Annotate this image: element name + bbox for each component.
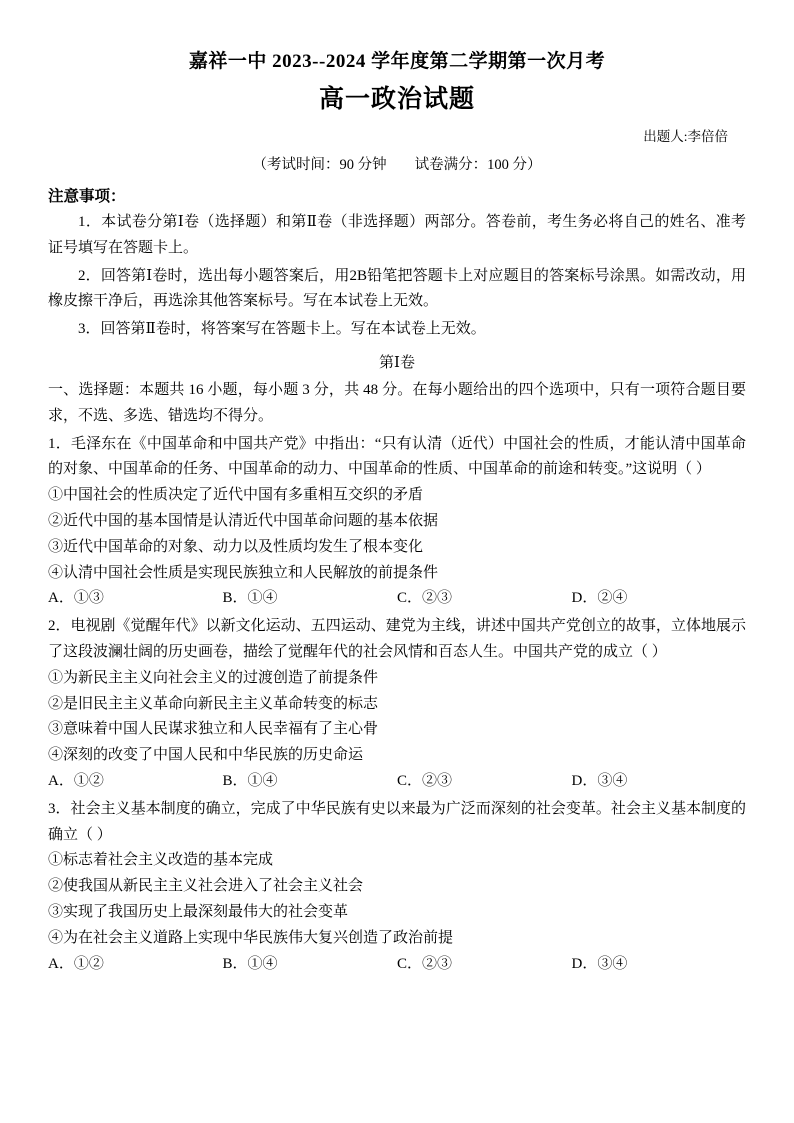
page-title-school: 嘉祥一中 2023--2024 学年度第二学期第一次月考	[188, 51, 606, 72]
page-title-subject: 高一政治试题	[318, 86, 475, 113]
exam-info	[48, 153, 746, 174]
question-option: ②近代中国的基本国情是认清近代中国革命问题的基本依据	[48, 512, 439, 529]
answer-choice-b[interactable]: B．①④	[222, 772, 278, 789]
question-stem: 2．电视剧《觉醒年代》以新文化运动、五四运动、建党为主线，讲述中国共产党创立的故事，立体地展示了这段波澜壮阔的历史画卷，描绘了觉醒年代的社会风情和百态人生。中国共产党的成立（ ）	[48, 618, 746, 660]
question-stem: 1．毛泽东在《中国革命和中国共产党》中指出：“只有认清（近代）中国社会的性质，才能认清中国革命的对象、中国革命的任务、中国革命的动力、中国革命的性质、中国革命的前途和转变。”这说明（ ）	[48, 435, 746, 478]
question-3	[48, 797, 746, 978]
exam-time: （考试时间：90 分钟	[252, 157, 387, 173]
section-intro: 一、选择题：本题共 16 小题，每小题 3 分，共 48 分。在每小题给出的四个选项中，只有一项符合题目要求，不选、多选、错选均不得分。	[48, 381, 746, 424]
question-1	[48, 432, 746, 613]
author-line: 出题人:李倍倍	[643, 129, 728, 144]
answer-choice-d[interactable]: D．②④	[571, 590, 628, 607]
answer-choice-a[interactable]: A．①②	[48, 772, 104, 789]
question-option: ③意味着中国人民谋求独立和人民幸福有了主心骨	[48, 721, 379, 738]
answer-choice-c[interactable]: C．②③	[397, 955, 453, 972]
question-option: ②是旧民主主义革命向新民主主义革命转变的标志	[48, 695, 379, 712]
question-option: ④为在社会主义道路上实现中华民族伟大复兴创造了政治前提	[48, 929, 454, 946]
question-option: ①中国社会的性质决定了近代中国有多重相互交织的矛盾	[48, 487, 424, 504]
question-option: ④深刻的改变了中国人民和中华民族的历史命运	[48, 747, 364, 764]
answer-choices	[48, 769, 746, 795]
question-stem: 3．社会主义基本制度的确立，完成了中华民族有史以来最为广泛而深刻的社会变革。社会主义基本制度的确立（ ）	[48, 800, 746, 843]
question-option: ④认清中国社会性质是实现民族独立和人民解放的前提条件	[48, 564, 439, 581]
question-option: ①为新民主主义向社会主义的过渡创造了前提条件	[48, 669, 379, 686]
notice-item-1: 1．本试卷分第Ⅰ卷（选择题）和第Ⅱ卷（非选择题）两部分。答卷前，考生务必将自己的姓名、准考证号填写在答题卡上。	[48, 214, 746, 256]
answer-choice-a[interactable]: A．①②	[48, 955, 104, 972]
notice-item-3: 3．回答第Ⅱ卷时，将答案写在答题卡上。写在本试卷上无效。	[78, 321, 486, 338]
question-option: ①标志着社会主义改造的基本完成	[48, 852, 274, 869]
exam-score: 试卷满分：100 分）	[414, 157, 542, 173]
question-option: ③近代中国革命的对象、动力以及性质均发生了根本变化	[48, 538, 424, 555]
answer-choice-c[interactable]: C．②③	[397, 590, 453, 607]
notice-item-2: 2．回答第Ⅰ卷时，选出每小题答案后，用2B铅笔把答题卡上对应题目的答案标号涂黑。如需改动，用橡皮擦干净后，再选涂其他答案标号。写在本试卷上无效。	[48, 267, 746, 310]
answer-choice-b[interactable]: B．①④	[222, 955, 278, 972]
answer-choice-b[interactable]: B．①④	[222, 590, 278, 607]
question-option: ②使我国从新民主主义社会进入了社会主义社会	[48, 878, 364, 895]
question-option: ③实现了我国历史上最深刻最伟大的社会变革	[48, 903, 349, 920]
answer-choices	[48, 952, 746, 978]
answer-choice-c[interactable]: C．②③	[397, 772, 453, 789]
answer-choices	[48, 586, 746, 612]
notice-title: 注意事项：	[48, 188, 126, 205]
answer-choice-a[interactable]: A．①③	[48, 590, 104, 607]
question-2	[48, 614, 746, 795]
answer-choice-d[interactable]: D．③④	[571, 955, 628, 972]
answer-choice-d[interactable]: D．③④	[571, 772, 628, 789]
section-label: 第Ⅰ卷	[379, 354, 415, 371]
